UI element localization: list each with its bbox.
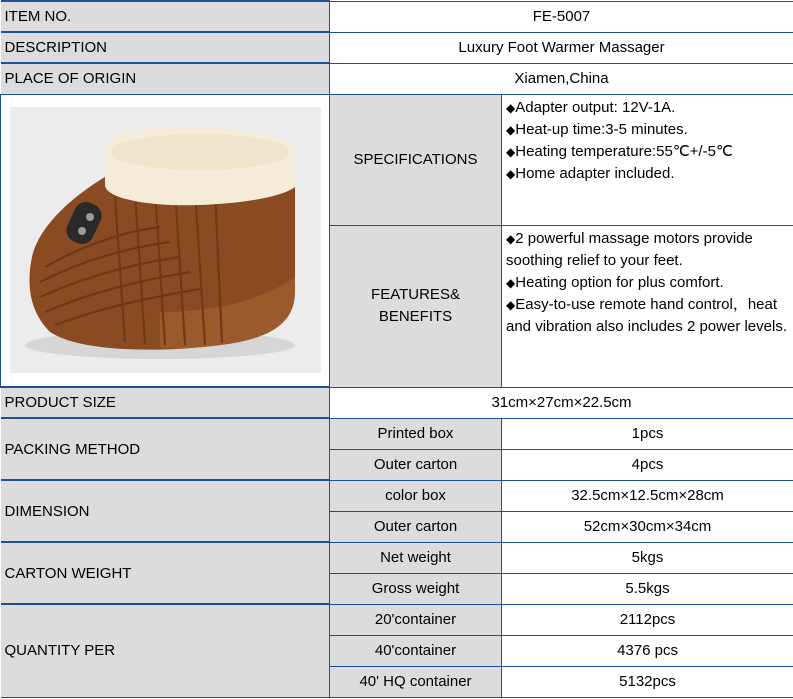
- spec-item: ◆Heating temperature:55℃+/-5℃: [506, 142, 733, 160]
- item-no-value: FE-5007: [330, 1, 793, 32]
- quantity-label: QUANTITY PER: [1, 604, 330, 697]
- specifications-row: [1, 94, 793, 225]
- dimension-item-name: color box: [330, 480, 502, 511]
- item-no-label: ITEM NO.: [1, 1, 330, 32]
- carton-weight-item-name: Gross weight: [330, 573, 502, 604]
- carton-weight-row: [1, 542, 793, 573]
- quantity-item-value: 2112pcs: [502, 604, 793, 635]
- origin-row: [1, 63, 793, 94]
- diamond-bullet-icon: ◆: [506, 122, 516, 137]
- product-photo-cell: [1, 94, 330, 387]
- feature-item: ◆Heating option for plus comfort.: [506, 273, 724, 291]
- diamond-bullet-icon: ◆: [506, 231, 516, 246]
- dimension-item-name: Outer carton: [330, 511, 502, 542]
- product-size-row: [1, 387, 793, 418]
- diamond-bullet-icon: ◆: [506, 166, 516, 181]
- description-row: [1, 32, 793, 63]
- quantity-item-value: 5132pcs: [502, 666, 793, 697]
- carton-weight-label: CARTON WEIGHT: [1, 542, 330, 604]
- quantity-item-name: 40' HQ container: [330, 666, 502, 697]
- carton-weight-item-value: 5kgs: [502, 542, 793, 573]
- product-photo: [10, 107, 321, 373]
- spec-item: ◆Heat-up time:3-5 minutes.: [506, 120, 688, 138]
- carton-weight-item-name: Net weight: [330, 542, 502, 573]
- dimension-item-value: 32.5cm×12.5cm×28cm: [502, 480, 793, 511]
- feature-item: ◆2 powerful massage motors provide soothing relief to your feet.: [506, 229, 753, 269]
- diamond-bullet-icon: ◆: [506, 100, 516, 115]
- specifications-label: SPECIFICATIONS: [330, 94, 502, 225]
- features-label: FEATURES& BENEFITS: [330, 225, 502, 387]
- packing-item-value: 4pcs: [502, 449, 793, 480]
- foot-warmer-boot-icon: [10, 107, 321, 373]
- packing-item-name: Printed box: [330, 418, 502, 449]
- diamond-bullet-icon: ◆: [506, 144, 516, 159]
- packing-item-value: 1pcs: [502, 418, 793, 449]
- quantity-item-name: 40'container: [330, 635, 502, 666]
- item-no-row: [1, 1, 793, 32]
- feature-item: ◆Easy-to-use remote hand control，heat and vibration also includes 2 power levels.: [506, 295, 787, 335]
- carton-weight-item-value: 5.5kgs: [502, 573, 793, 604]
- dimension-row: [1, 480, 793, 511]
- packing-label: PACKING METHOD: [1, 418, 330, 480]
- description-value: Luxury Foot Warmer Massager: [330, 32, 793, 63]
- spec-item: ◆Home adapter included.: [506, 164, 675, 182]
- quantity-item-name: 20'container: [330, 604, 502, 635]
- packing-item-name: Outer carton: [330, 449, 502, 480]
- dimension-label: DIMENSION: [1, 480, 330, 542]
- quantity-item-value: 4376 pcs: [502, 635, 793, 666]
- packing-row: [1, 418, 793, 449]
- product-size-label: PRODUCT SIZE: [1, 387, 330, 418]
- features-list: [502, 225, 793, 387]
- quantity-row: [1, 604, 793, 635]
- diamond-bullet-icon: ◆: [506, 297, 516, 312]
- origin-label: PLACE OF ORIGIN: [1, 63, 330, 94]
- product-size-value: 31cm×27cm×22.5cm: [330, 387, 793, 418]
- origin-value: Xiamen,China: [330, 63, 793, 94]
- dimension-item-value: 52cm×30cm×34cm: [502, 511, 793, 542]
- description-label: DESCRIPTION: [1, 32, 330, 63]
- spec-item: ◆Adapter output: 12V-1A.: [506, 98, 676, 116]
- specifications-list: [502, 94, 793, 225]
- diamond-bullet-icon: ◆: [506, 275, 516, 290]
